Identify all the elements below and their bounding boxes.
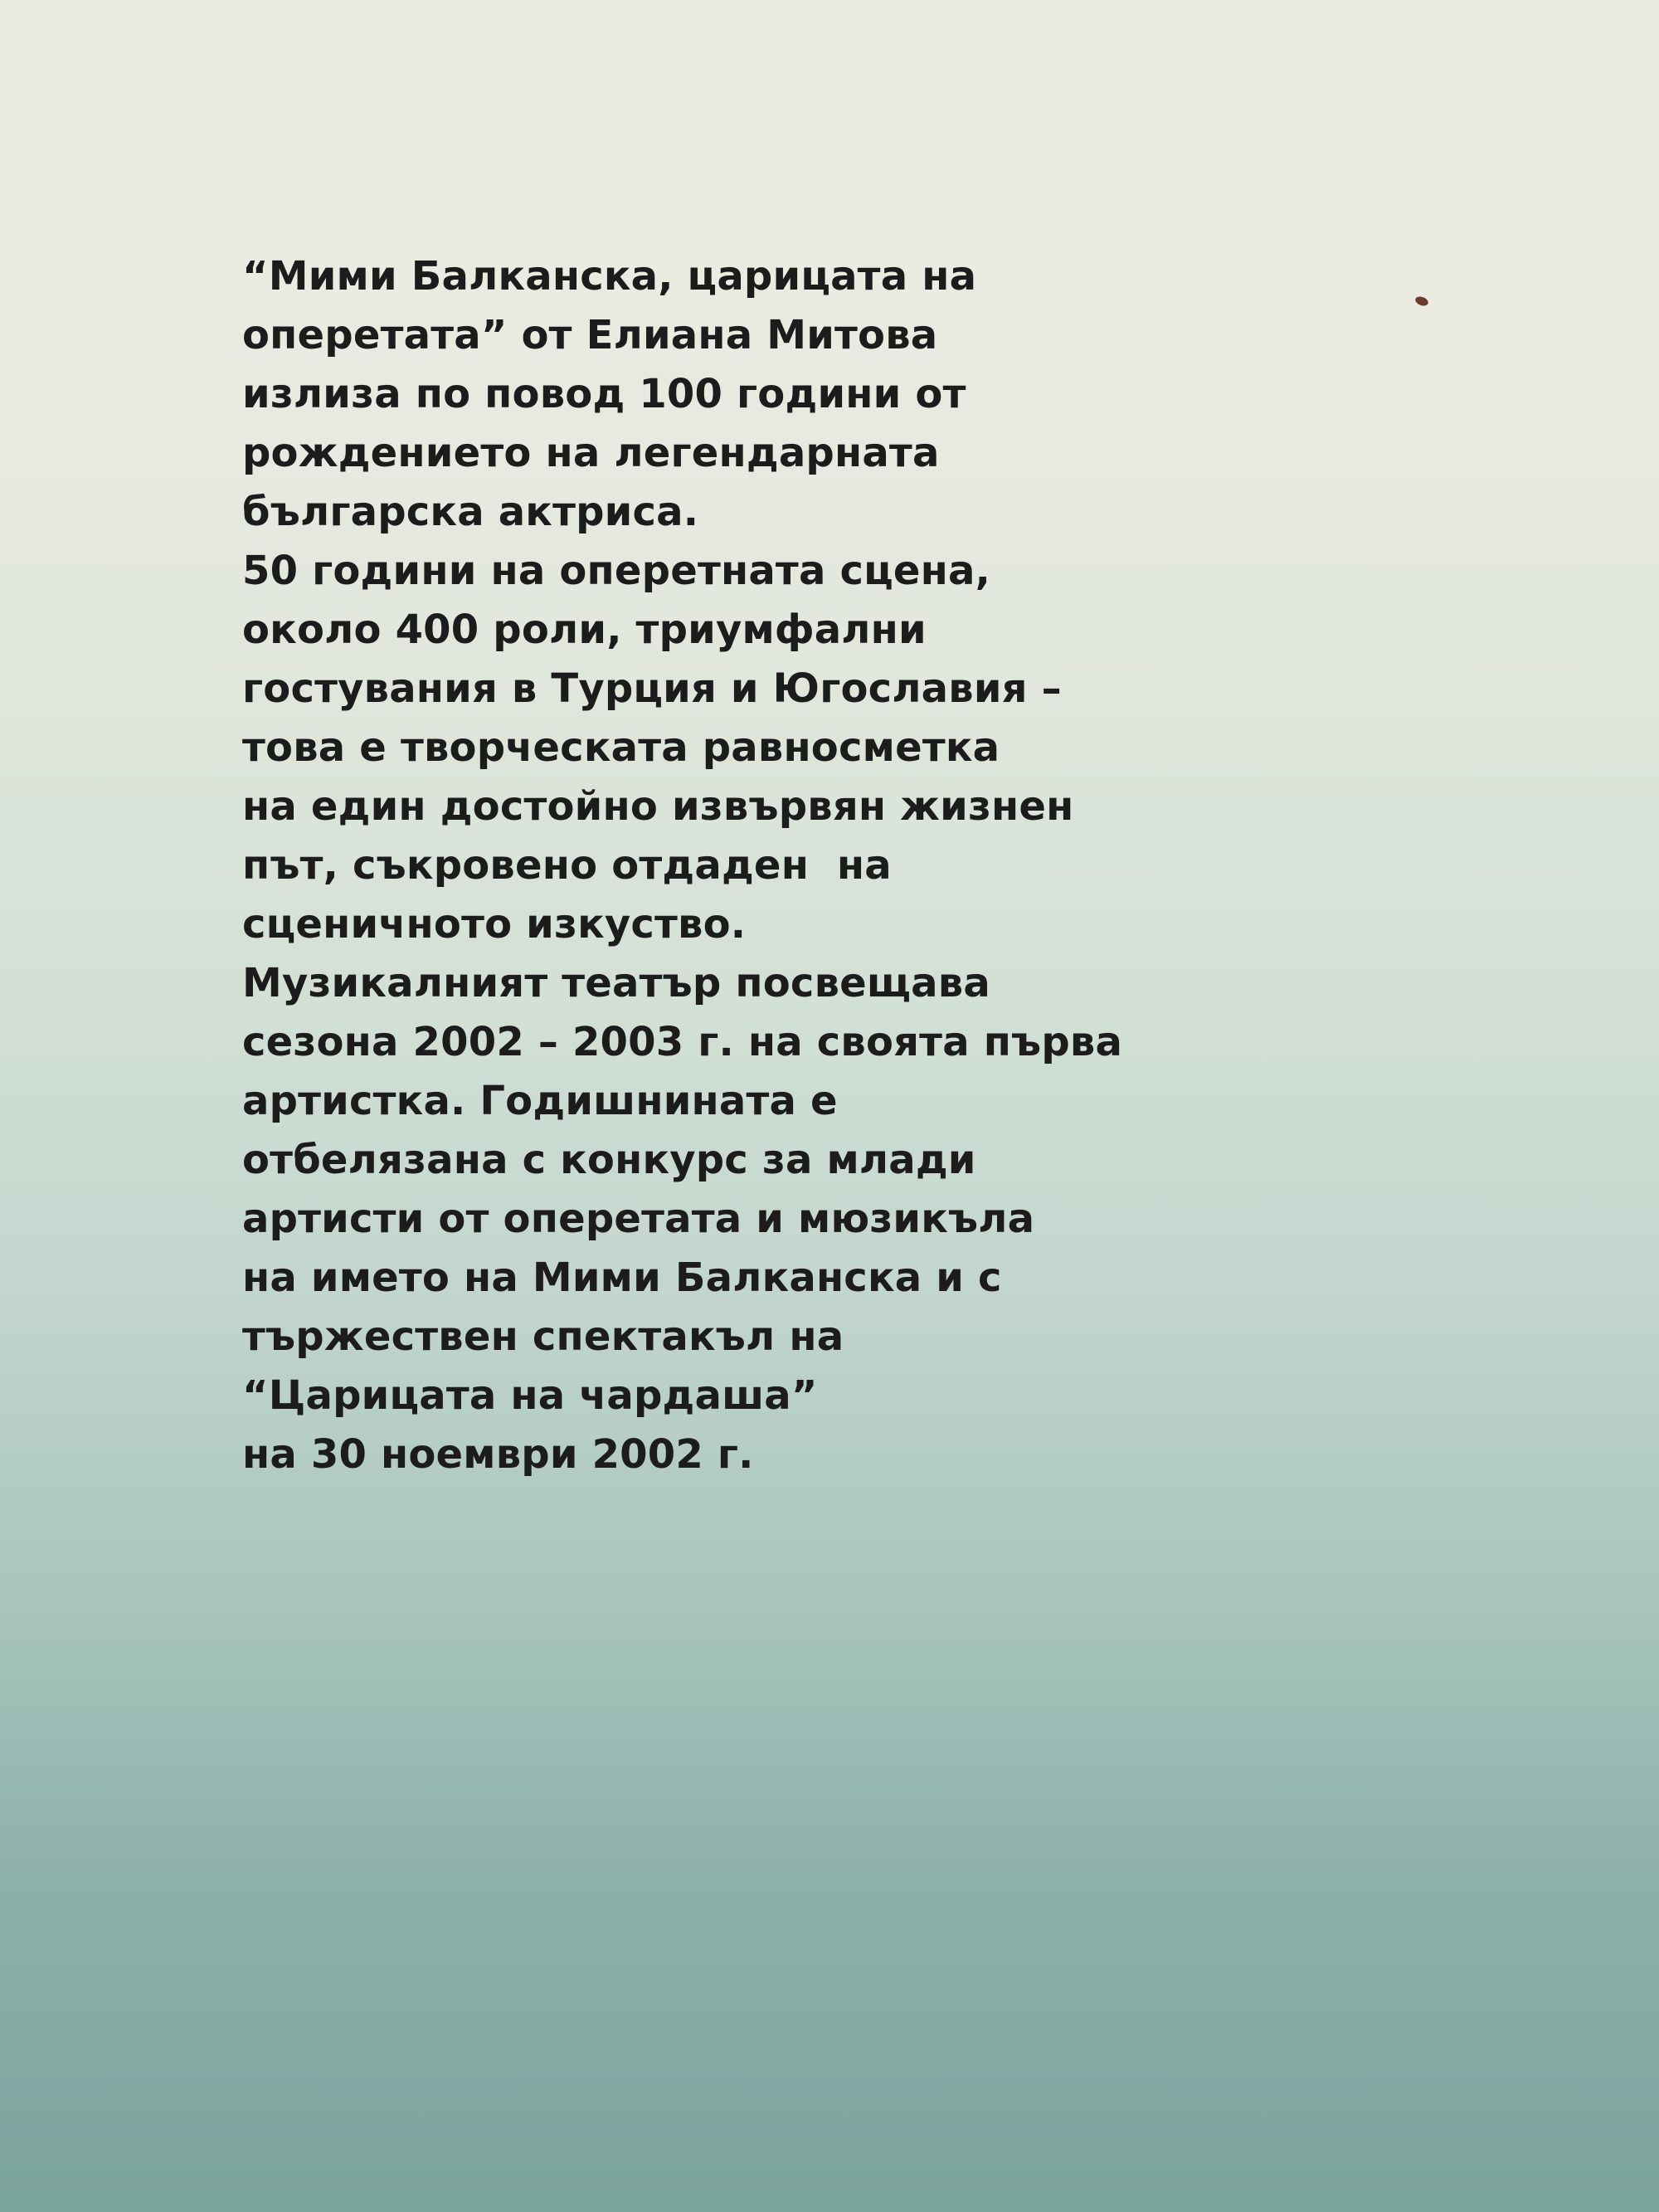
text-line: това е творческата равносметка (242, 724, 1000, 771)
text-line: гостувания в Турция и Югославия – (242, 665, 1062, 712)
text-line: на 30 ноември 2002 г. (242, 1431, 754, 1478)
text-line: на името на Мими Балканска и с (242, 1255, 1002, 1301)
text-line: 50 години на оперетната сцена, (242, 548, 991, 594)
text-line: път, съкровено отдаден на (242, 842, 892, 889)
text-line: сезона 2002 – 2003 г. на своята първа (242, 1019, 1123, 1065)
text-line: “Мими Балканска, царицата на (242, 253, 977, 300)
text-line: отбелязана с конкурс за млади (242, 1137, 976, 1183)
text-line: сценичното изкуство. (242, 901, 747, 948)
paper-speck (1414, 295, 1429, 308)
text-line: на един достойно извървян жизнен (242, 783, 1074, 830)
text-line: тържествен спектакъл на (242, 1313, 844, 1360)
text-line: излиза по повод 100 години от (242, 371, 966, 417)
text-line: артисти от оперетата и мюзикъла (242, 1196, 1035, 1242)
cover-text-block (242, 247, 1238, 1484)
text-line: артистка. Годишнината е (242, 1078, 838, 1124)
text-line: българска актриса. (242, 489, 699, 535)
text-line: оперетата” от Елиана Митова (242, 312, 938, 358)
text-line: рождението на легендарната (242, 430, 940, 476)
text-line: “Царицата на чардаша” (242, 1372, 818, 1419)
text-line: Музикалният театър посвещава (242, 960, 990, 1006)
text-line: около 400 роли, триумфални (242, 607, 927, 653)
